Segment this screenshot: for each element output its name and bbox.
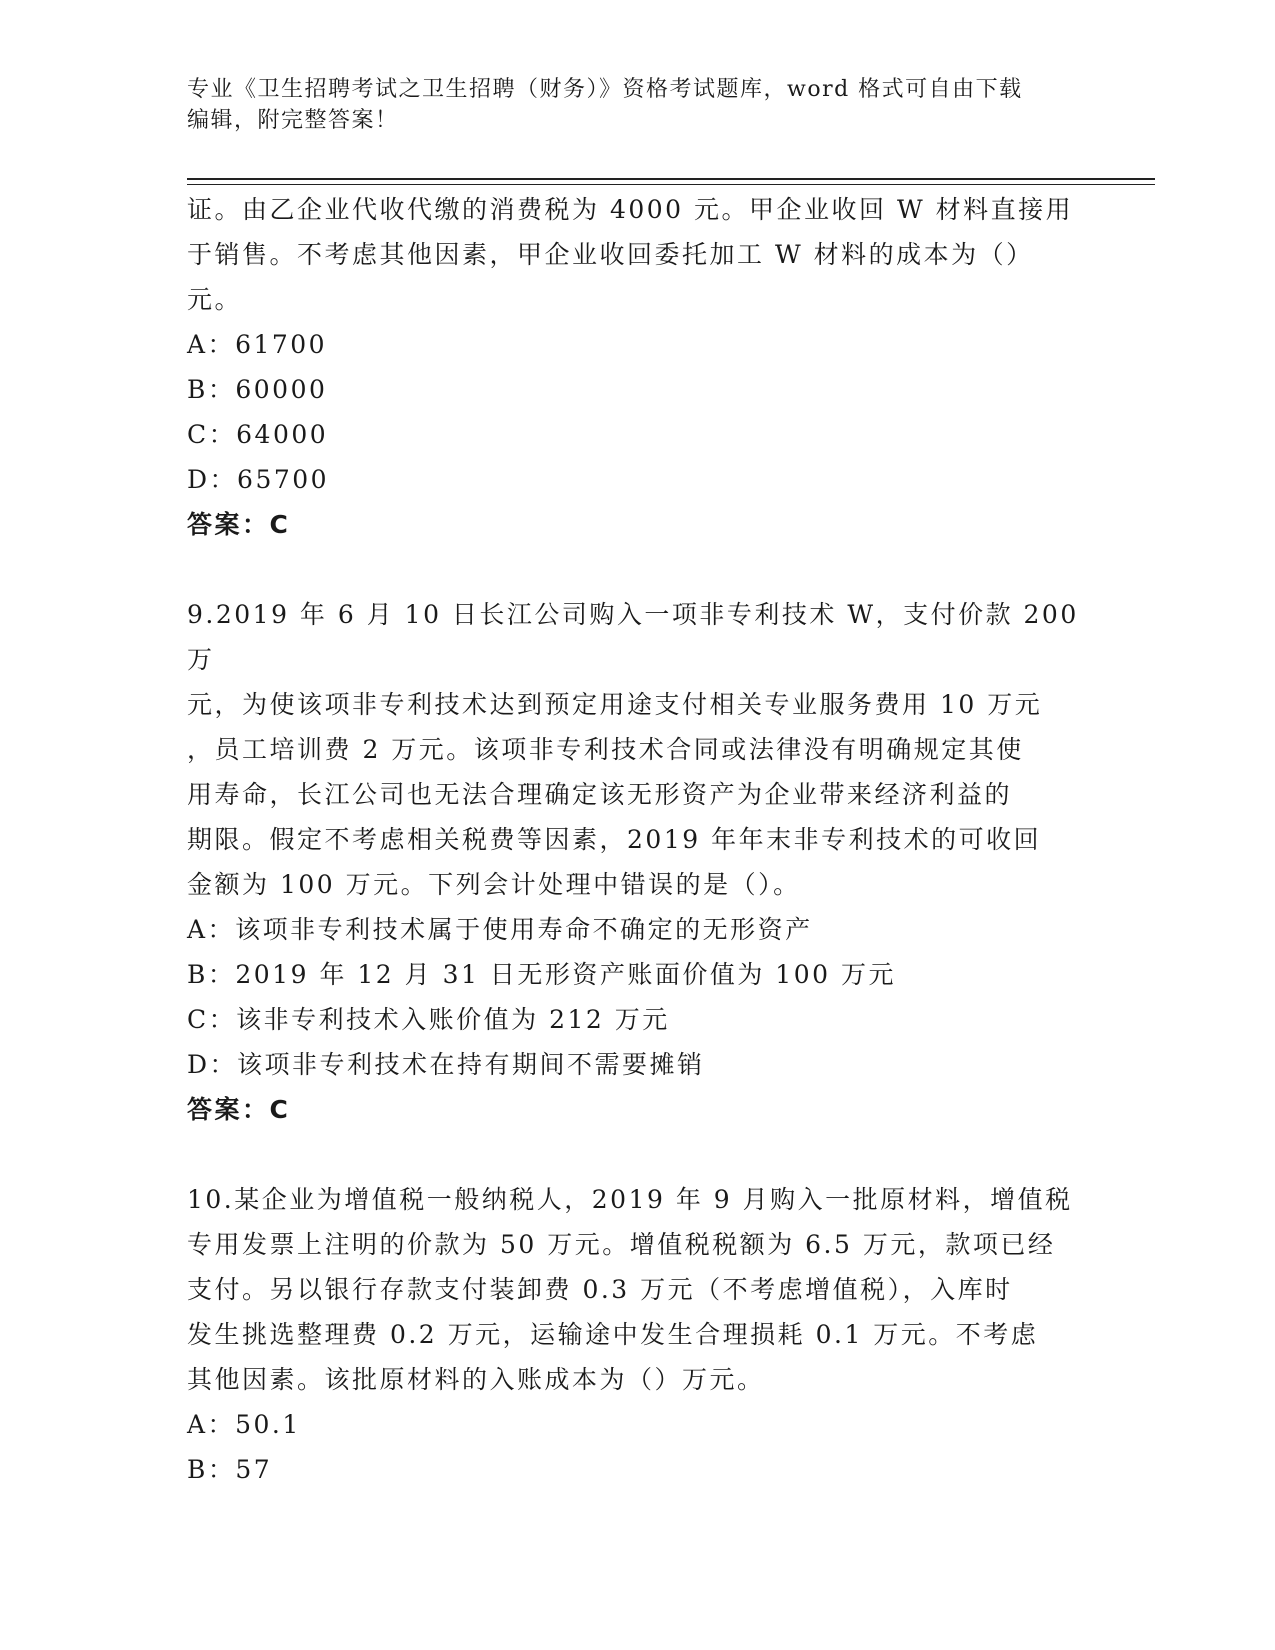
answer-line: 答案：C [187,510,291,539]
option-key: D： [187,465,238,494]
question-stem-line: 9.2019 年 6 月 10 日长江公司购入一项非专利技术 W，支付价款 200 万 [187,600,1079,674]
option-text: 该非专利技术入账价值为 212 万元 [236,1005,670,1034]
document-body [187,187,1087,1492]
option-text: 64000 [236,420,329,449]
question-stem-line: 专用发票上注明的价款为 50 万元。增值税税额为 6.5 万元，款项已经 [187,1230,1056,1259]
question-stem-line: 于销售。不考虑其他因素，甲企业收回委托加工 W 材料的成本为（） [187,240,1034,269]
option-b [187,367,1087,412]
option-key: B： [187,1455,236,1484]
option-key: A： [187,1410,236,1439]
option-key: B： [187,960,236,989]
option-b [187,952,1087,997]
question-stem-line: 元，为使该项非专利技术达到预定用途支付相关专业服务费用 10 万元 [187,690,1043,719]
option-a [187,907,1087,952]
option-a [187,1402,1087,1447]
option-a [187,322,1087,367]
question-stem-line: 其他因素。该批原材料的入账成本为（）万元。 [187,1365,765,1394]
option-text: 60000 [235,375,328,404]
question-stem-line: 发生挑选整理费 0.2 万元，运输途中发生合理损耗 0.1 万元。不考虑 [187,1320,1039,1349]
option-c [187,412,1087,457]
option-text: 61700 [235,330,328,359]
question-stem-line: 10.某企业为增值税一般纳税人，2019 年 9 月购入一批原材料，增值税 [187,1185,1073,1214]
option-key: B： [187,375,236,404]
question-8 [187,187,1087,547]
option-key: C： [187,420,237,449]
question-stem-line: 元。 [187,285,243,314]
answer-line: 答案：C [187,1095,291,1124]
option-b [187,1447,1087,1492]
option-key: A： [187,915,236,944]
option-text: 该项非专利技术在持有期间不需要摊销 [237,1050,705,1079]
header-line-1: 专业《卫生招聘考试之卫生招聘（财务）》资格考试题库，word 格式可自由下载 [187,77,1023,102]
option-text: 2019 年 12 月 31 日无形资产账面价值为 100 万元 [235,960,896,989]
question-10 [187,1177,1087,1492]
document-header [187,74,1087,136]
question-stem-line: 金额为 100 万元。下列会计处理中错误的是（）。 [187,870,801,899]
option-key: D： [187,1050,238,1079]
option-text: 57 [235,1455,273,1484]
option-text: 该项非专利技术属于使用寿命不确定的无形资产 [235,915,813,944]
option-text: 65700 [237,465,330,494]
option-text: 50.1 [235,1410,301,1439]
header-rule-thick [187,178,1155,180]
question-stem-line: 用寿命，长江公司也无法合理确定该无形资产为企业带来经济利益的 [187,780,1013,809]
question-stem-line: 证。由乙企业代收代缴的消费税为 4000 元。甲企业收回 W 材料直接用 [187,195,1074,224]
option-key: C： [187,1005,237,1034]
question-stem-line: ，员工培训费 2 万元。该项非专利技术合同或法律没有明确规定其使 [187,735,1024,764]
option-d [187,457,1087,502]
question-stem-line: 支付。另以银行存款支付装卸费 0.3 万元（不考虑增值税），入库时 [187,1275,1013,1304]
question-9 [187,592,1087,1132]
header-rule-thin [187,184,1155,185]
question-stem-line: 期限。假定不考虑相关税费等因素，2019 年年末非专利技术的可收回 [187,825,1042,854]
option-d [187,1042,1087,1087]
option-c [187,997,1087,1042]
header-line-2: 编辑，附完整答案！ [187,108,399,133]
option-key: A： [187,330,236,359]
